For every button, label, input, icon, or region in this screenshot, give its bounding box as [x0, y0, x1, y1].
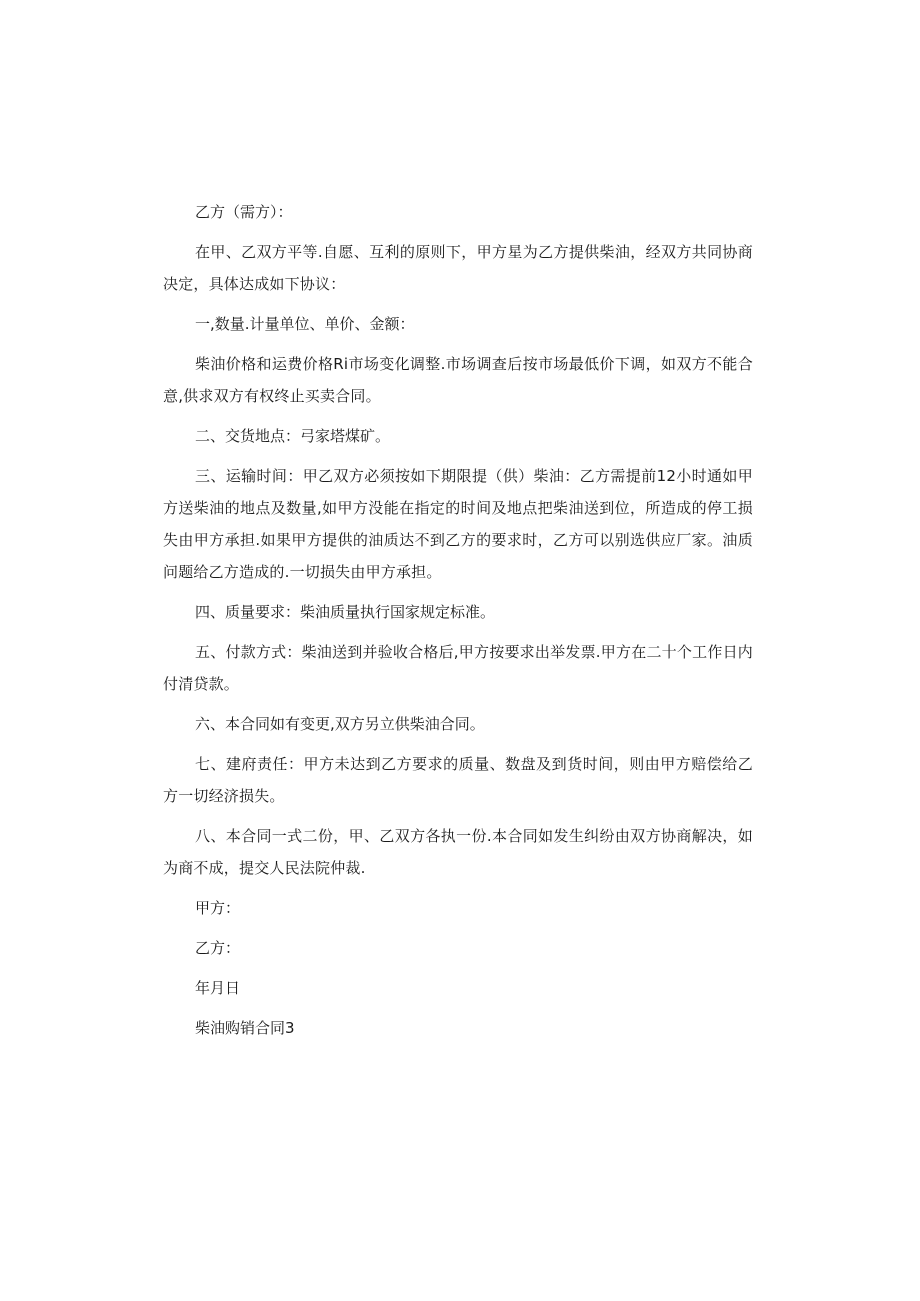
contract-body: [163, 196, 753, 1052]
party-b-signature: 乙方：: [195, 939, 241, 957]
date-line: 年月日: [195, 979, 241, 997]
clause-5: 五、付款方式：柴油送到并验收合格后,甲方按要求出举发票.甲方在二十个工作日内付清贷款。: [163, 643, 753, 693]
next-contract-title: 柴油购销合同3: [195, 1019, 295, 1037]
clause-4: 四、质量要求：柴油质量执行国家规定标准。: [195, 603, 496, 621]
clause-1-title: 一,数量.计量单位、单价、金额：: [195, 315, 415, 333]
clause-3: 三、运输时间：甲乙双方必须按如下期限提（供）柴油：乙方需提前12小时通如甲方送柴油的地点及数量,如甲方没能在指定的时间及地点把柴油送到位，所造成的停工损失由甲方承担.如果甲方提供的油质达不到乙方的要求时，乙方可以别选供应厂家。油质问题给乙方造成的.一切损失由甲方承担。: [163, 467, 753, 581]
clause-2: 二、交货地点：弓家塔煤矿。: [195, 427, 391, 445]
intro-paragraph: 在甲、乙双方平等.自愿、互利的原则下，甲方星为乙方提供柴油，经双方共同协商决定，具体达成如下协议：: [163, 243, 753, 293]
party-a-signature: 甲方：: [195, 899, 241, 917]
party-b-header: 乙方（需方）：: [195, 203, 293, 221]
clause-6: 六、本合同如有变更,双方另立供柴油合同。: [195, 715, 485, 733]
clause-7: 七、建府责任：甲方未达到乙方要求的质量、数盘及到货时间，则由甲方赔偿给乙方一切经济损失。: [163, 755, 753, 805]
clause-1-body: 柴油价格和运费价格Ri市场变化调整.市场调查后按市场最低价下调，如双方不能合意,供求双方有权终止买卖合同。: [163, 355, 753, 405]
clause-8: 八、本合同一式二份，甲、乙双方各执一份.本合同如发生纠纷由双方协商解决，如为商不成，提交人民法院仲裁.: [163, 827, 753, 877]
